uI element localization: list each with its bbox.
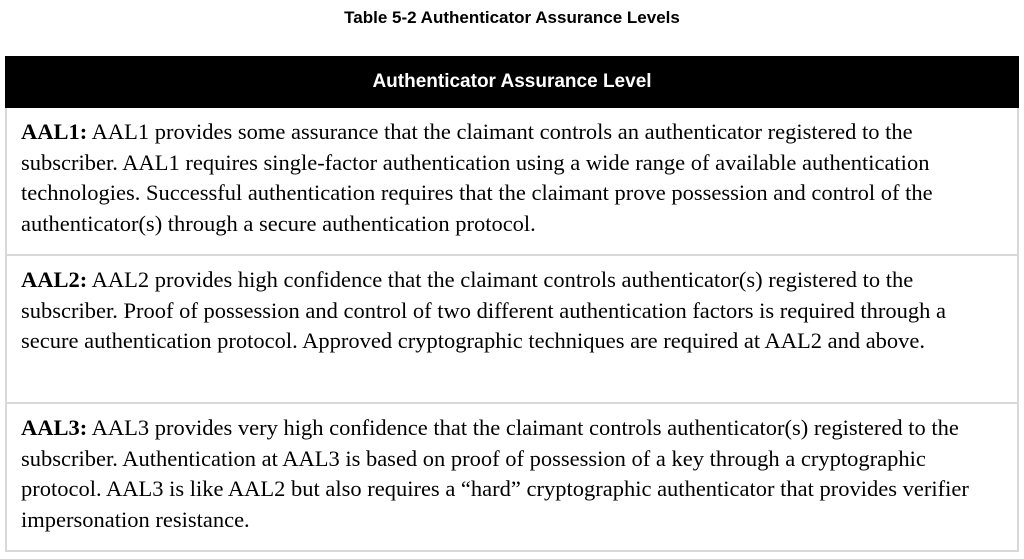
table-caption: Table 5-2 Authenticator Assurance Levels [344,8,680,27]
level-label: AAL1: [21,119,88,144]
assurance-levels-table [5,56,1019,552]
table-header: Authenticator Assurance Level [5,56,1019,108]
table-row-aal1 [5,108,1019,256]
table-row-aal3 [5,404,1019,552]
table-row-aal2 [5,256,1019,404]
level-label: AAL3: [21,415,88,440]
level-description: AAL3 provides very high confidence that the claimant controls authenticator(s) registered to the subscriber. Authentication at AAL3 is based on proof of possession of a key through a cryptographic protocol. AAL3 is like AAL2 but also requires a “hard” cryptographic authenticator that provides verifier impersonation resistance. [21,415,969,532]
level-description: AAL1 provides some assurance that the claimant controls an authenticator registered to the subscriber. AAL1 requires single-factor authentication using a wide range of available authentication technologies. Successful authentication requires that the claimant prove possession and control of the authenticator(s) through a secure authentication protocol. [21,119,933,236]
level-label: AAL2: [21,267,88,292]
level-description: AAL2 provides high confidence that the claimant controls authenticator(s) registered to the subscriber. Proof of possession and control of two different authentication factors is required through a secure authentication protocol. Approved cryptographic techniques are required at AAL2 and above. [21,267,946,353]
